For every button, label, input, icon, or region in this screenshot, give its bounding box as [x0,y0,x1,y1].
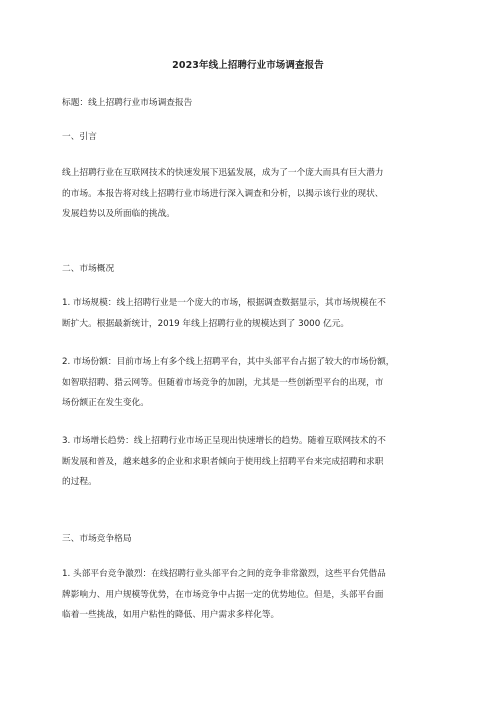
paragraph-line: 1. 市场规模：线上招聘行业是一个庞大的市场，根据调查数据显示，其市场规模在不 [62,298,386,308]
section-heading-market-overview: 二、市场概况 [62,264,115,274]
paragraph-line: 断扩大。根据最新统计，2019 年线上招聘行业的规模达到了 3000 亿元。 [62,318,350,329]
document-subtitle: 标题：线上招聘行业市场调查报告 [62,98,193,108]
paragraph-line: 场份额正在发生变化。 [62,398,149,408]
section-heading-introduction: 一、引言 [62,132,97,142]
section-heading-competition: 三、市场竞争格局 [62,534,132,544]
paragraph-line: 的过程。 [62,477,97,487]
paragraph-line: 发展趋势以及所面临的挑战。 [62,209,175,219]
section-paragraph [62,293,446,334]
section-paragraph [62,564,446,626]
paragraph-line: 1. 头部平台竞争激烈：在线招聘行业头部平台之间的竞争非常激烈，这些平台凭借品 [62,569,386,579]
document-title: 2023年线上招聘行业市场调查报告 [172,60,324,71]
section-paragraph [62,431,446,493]
paragraph-line: 牌影响力、用户规模等优势，在市场竞争中占据一定的优势地位。但是，头部平台面 [62,589,384,600]
paragraph-line: 的市场。本报告将对线上招聘行业市场进行深入调查和分析，以揭示该行业的现状、 [62,188,384,199]
paragraph-line: 断发展和普及，越来越多的企业和求职者倾向于使用线上招聘平台来完成招聘和求职 [62,456,384,467]
paragraph-line: 线上招聘行业在互联网技术的快速发展下迅猛发展，成为了一个庞大而具有巨大潜力 [62,168,384,178]
paragraph-line: 临着一些挑战，如用户粘性的降低、用户需求多样化等。 [62,610,280,620]
paragraph-line: 3. 市场增长趋势：线上招聘行业市场正呈现出快速增长的趋势。随着互联网技术的不 [62,436,386,446]
paragraph-line: 2. 市场份额：目前市场上有多个线上招聘平台，其中头部平台占据了较大的市场份额， [62,357,395,367]
section-paragraph [62,352,446,414]
section-paragraph [62,163,446,225]
paragraph-line: 如智联招聘、猎云网等。但随着市场竞争的加剧，尤其是一些创新型平台的出现，市 [62,377,384,388]
